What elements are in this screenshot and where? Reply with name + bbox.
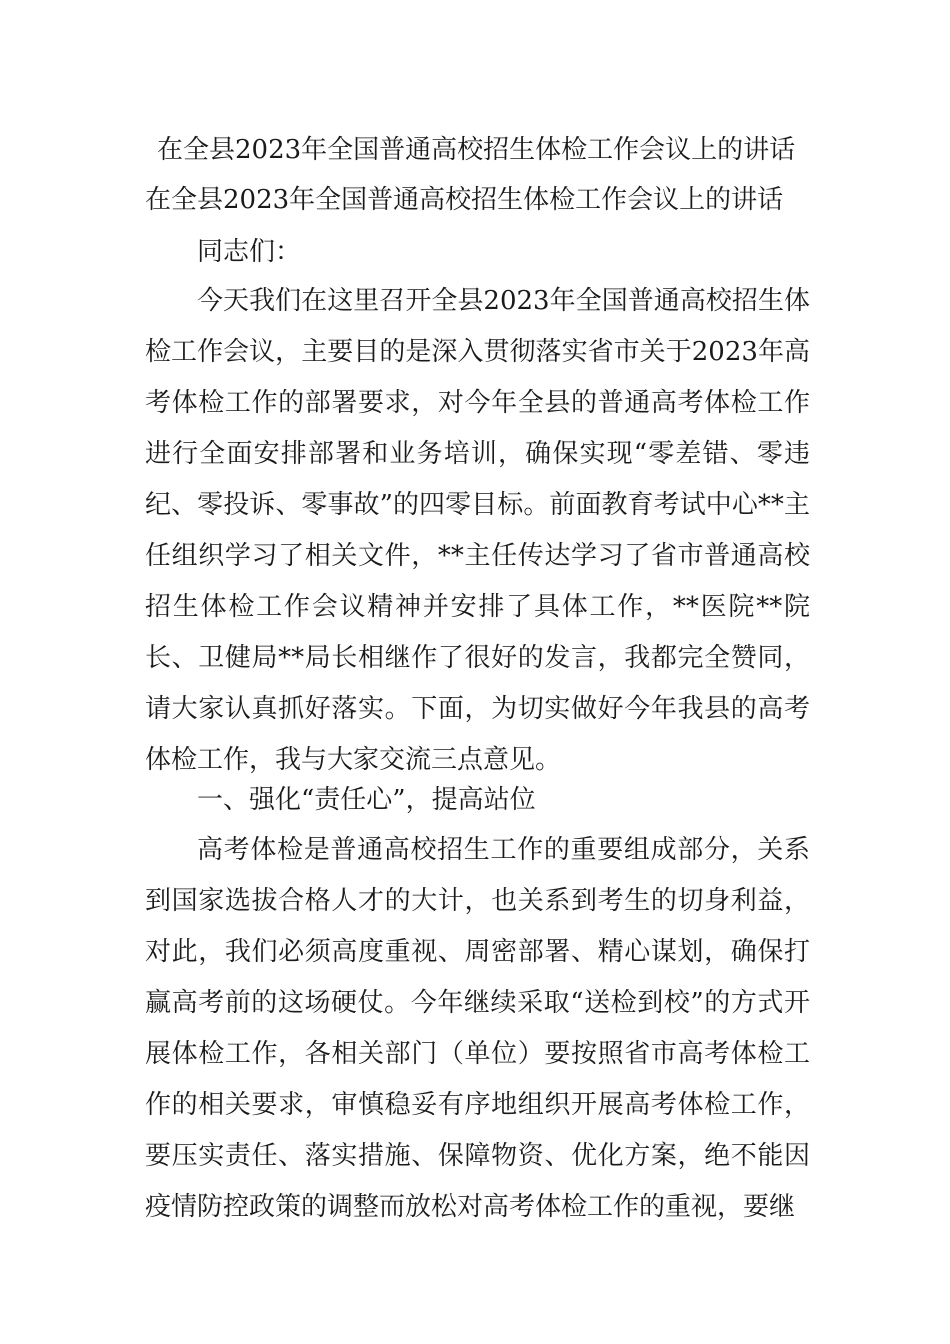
document-title-line-2: 在全县2023年全国普通高校招生体检工作会议上的讲话	[145, 185, 784, 215]
paragraph-intro: 今天我们在这里召开全县2023年全国普通高校招生体检工作会议，主要目的是深入贯彻落实省市关于2023年高考体检工作的部署要求，对今年全县的普通高考体检工作进行全面安排部署和业务培训，确保实现“零差错、零违纪、零投诉、零事故”的四零目标。前面教育考试中心**主任组织学习了相关文件，**主任传达学习了省市普通高校招生体检工作会议精神并安排了具体工作，**医院**院长、卫健局**局长相继作了很好的发言，我都完全赞同，请大家认真抓好落实。下面，为切实做好今年我县的高考体检工作，我与大家交流三点意见。	[145, 286, 810, 775]
document-title-line-1: 在全县2023年全国普通高校招生体检工作会议上的讲话	[157, 135, 796, 165]
section-heading-1: 一、强化“责任心”，提高站位	[197, 785, 536, 815]
paragraph-section-1: 高考体检是普通高校招生工作的重要组成部分，关系到国家选拔合格人才的大计，也关系到考生的切身利益，对此，我们必须高度重视、周密部署、精心谋划，确保打赢高考前的这场硬仗。今年继续采取“送检到校”的方式开展体检工作，各相关部门（单位）要按照省市高考体检工作的相关要求，审慎稳妥有序地组织开展高考体检工作，要压实责任、落实措施、保障物资、优化方案，绝不能因疫情防控政策的调整而放松对高考体检工作的重视，要继	[145, 835, 810, 1222]
greeting: 同志们：	[197, 237, 302, 267]
